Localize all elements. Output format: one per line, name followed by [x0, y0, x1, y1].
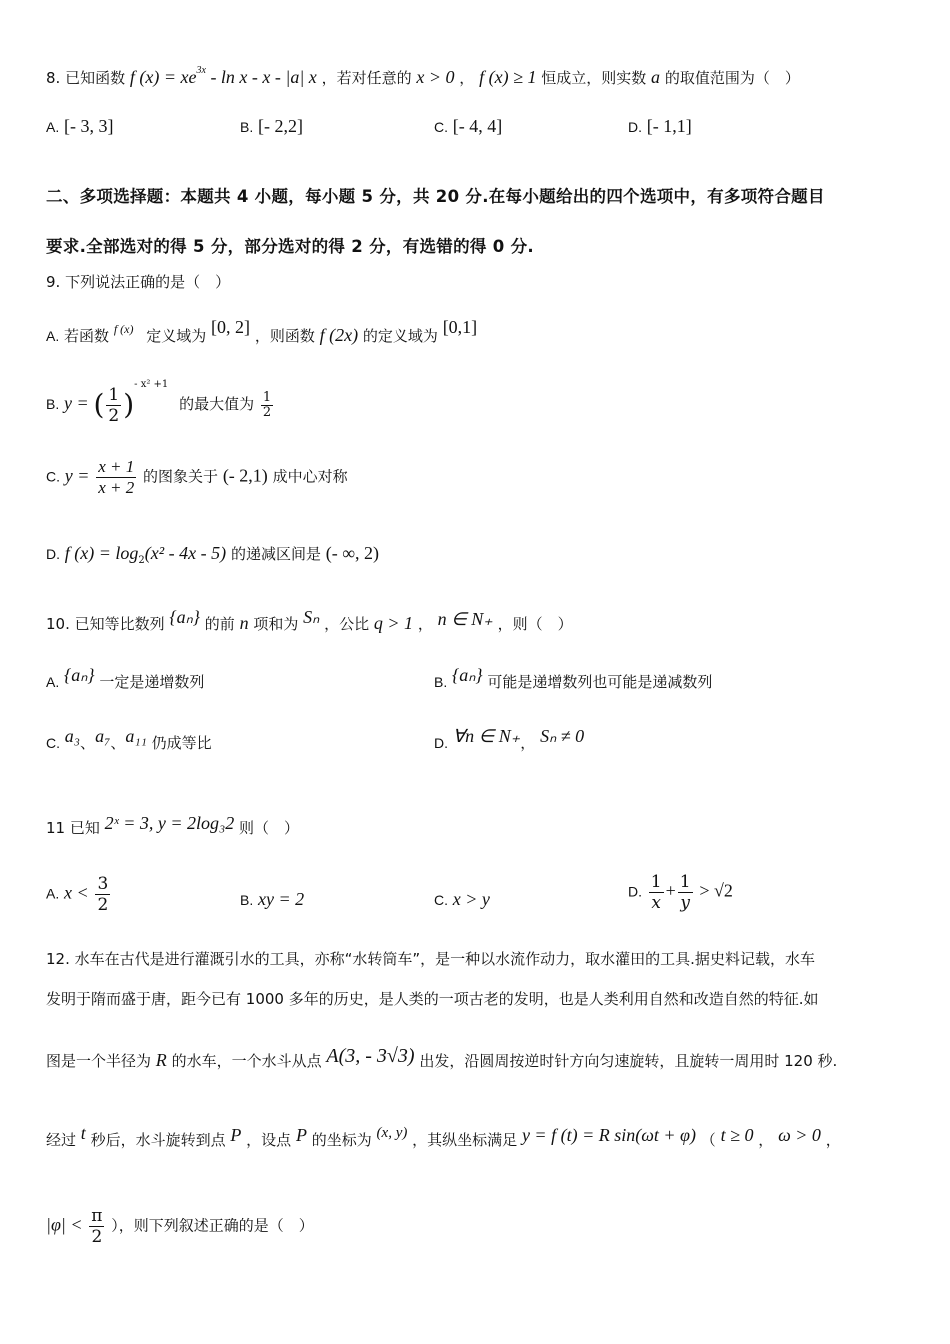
- q12-line2: 发明于隋而盛于唐，距今已有 1000 多年的历史，是人类的一项古老的发明，也是人类利用自然和改造自然的特征.如: [46, 990, 819, 1008]
- q10-option-a: A. {aₙ} 一定是递增数列: [46, 665, 205, 691]
- q10-stem: 10. 已知等比数列 {aₙ} 的前 n 项和为 Sₙ ，公比 q > 1 ， n ∈ N₊ ，则（ ）: [46, 607, 573, 633]
- q8-stem: [46, 60, 800, 89]
- q8-option-c: C. [- 4, 4]: [434, 116, 503, 136]
- q8-option-a: A. [- 3, 3]: [46, 116, 114, 136]
- q8-text-c: ，: [459, 69, 475, 87]
- q9-option-c: C. y = $\frac{x + 1}{x + 2}$ 的图象关于 (- 2,1) 成中心对称: [46, 457, 348, 497]
- q9-option-a: A. 若函数 $^{f (x)}$ 定义域为 [0, 2] ，则函数 f (2x) 的定义域为 [0,1]: [46, 317, 478, 345]
- q11-stem: 11 已知 2ˣ = 3, y = 2log₃2 则（ ）: [46, 813, 300, 837]
- q8-text-d: 恒成立，则实数: [541, 69, 647, 87]
- q8-var: a: [651, 67, 661, 87]
- q12-line1: 12. 水车在古代是进行灌溉引水的工具，亦称“水转筒车”，是一种以水流作动力，取水灌田的工具.据史料记载，水车: [46, 950, 815, 968]
- q8-option-b: B. [- 2,2]: [240, 116, 303, 136]
- q8-text-e: 的取值范围为（ ）: [664, 69, 800, 87]
- q10-option-d: D. ∀n ∈ N₊， Sₙ ≠ 0: [434, 726, 585, 752]
- q8-text-b: ，若对任意的: [321, 69, 412, 87]
- q11-option-b: B. xy = 2: [240, 889, 305, 909]
- q9-option-b: B. y = ( $\frac{1}{2}$ )$^{- x^2 +1}$ 的最大值为 $\frac{1}{2}$: [46, 379, 272, 426]
- q11-option-d: D. $\frac{1}{x}$ + $\frac{1}{y}$ > √2: [628, 872, 733, 913]
- q10-option-c: C. a₃、a₇、a₁₁ 仍成等比: [46, 726, 212, 752]
- q8-ineq: f (x) ≥ 1: [479, 67, 537, 87]
- q12-line5: |φ| < $\frac{\pi}{2}$ ），则下列叙述正确的是（ ）: [46, 1206, 314, 1247]
- q11-option-c: C. x > y: [434, 889, 490, 909]
- q11-option-a: A. x < $\frac{3}{2}$: [46, 874, 109, 915]
- q8-cond: x > 0: [416, 67, 455, 87]
- q8-func: f $(x) = xe^{3x} - \ln x - x - |a|$ x: [129, 65, 317, 87]
- q8-text-a: 8. 已知函数: [46, 69, 126, 87]
- section2-heading-line1: 二、多项选择题：本题共 4 小题，每小题 5 分，共 20 分.在每小题给出的四个选项中，有多项符合题目: [46, 187, 825, 206]
- q9-option-d: D. f $(x) = \log_2(x^2 - 4x - 5)$ 的递减区间是 (- ∞, 2): [46, 543, 380, 566]
- section2-heading-line2: 要求.全部选对的得 5 分，部分选对的得 2 分，有选错的得 0 分.: [46, 237, 534, 256]
- q12-line3: 图是一个半径为 R 的水车，一个水斗从点 A(3, - 3√3) 出发，沿圆周按逆时针方向匀速旋转，且旋转一周用时 120 秒.: [46, 1045, 838, 1070]
- q10-option-b: B. {aₙ} 可能是递增数列也可能是递减数列: [434, 665, 713, 691]
- q8-option-d: D. [- 1,1]: [628, 116, 692, 136]
- q9-stem: 9. 下列说法正确的是（ ）: [46, 273, 231, 291]
- q12-line4: 经过 t 秒后，水斗旋转到点 P ，设点 P 的坐标为 (x, y) ，其纵坐标满足 y = f (t) = R sin(ωt + φ) （ t ≥ 0 ， ω > 0 ，: [46, 1123, 841, 1149]
